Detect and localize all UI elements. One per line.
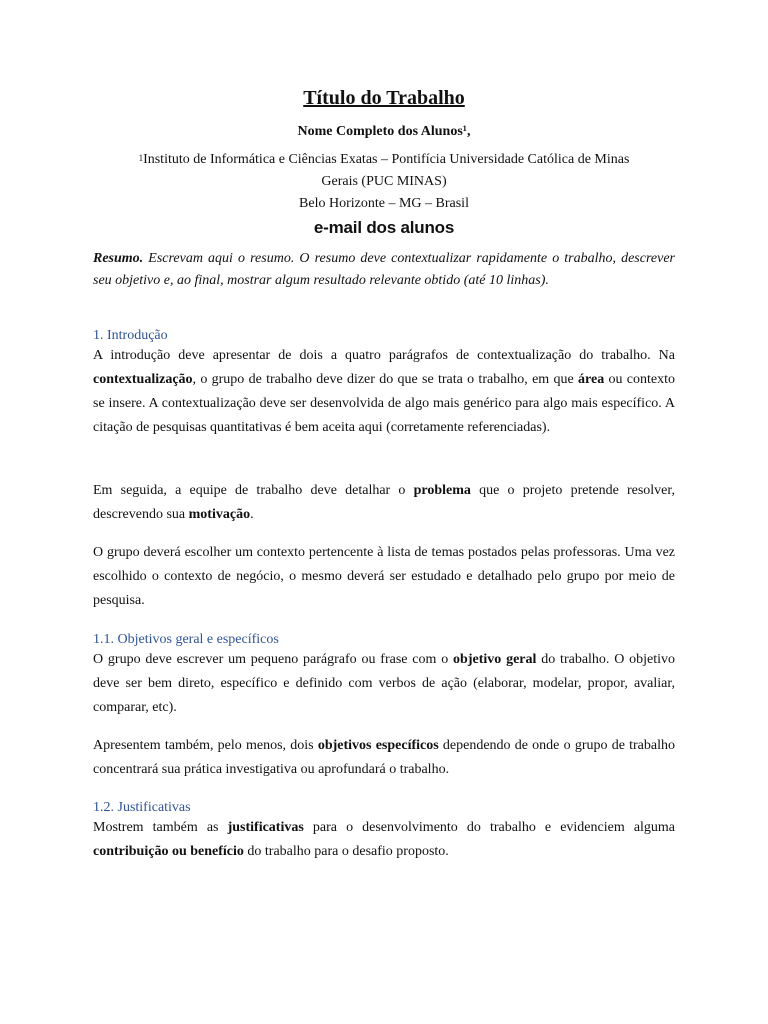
affiliation <box>0 149 768 215</box>
section-heading-justifications: 1.2. Justificativas <box>93 800 191 815</box>
intro-paragraph-3: O grupo deverá escolher um contexto pertencente à lista de temas postados pelas professoras. Uma vez escolhido o contexto de negócio, o mesmo deverá ser estudado e detalhado pelo grupo por meio de pesquisa. <box>93 545 675 608</box>
intro-p2-text-e: . <box>250 507 254 522</box>
section-introduction <box>93 328 675 440</box>
section-heading-introduction: 1. Introdução <box>93 328 168 343</box>
affiliation-text-1: Instituto de Informática e Ciências Exatas – Pontifícia Universidade Católica de Minas <box>143 152 630 167</box>
affiliation-line-1 <box>0 149 768 171</box>
intro-p2-bold-problem: problema <box>413 483 471 498</box>
intro-paragraph-1 <box>93 344 675 440</box>
affiliation-line-3: Belo Horizonte – MG – Brasil <box>299 196 469 211</box>
justifications-p1-text-e: do trabalho para o desafio proposto. <box>247 844 449 859</box>
section-heading-objectives: 1.1. Objetivos geral e específicos <box>93 632 279 647</box>
intro-p1-text-a: A introdução deve apresentar de dois a quatro parágrafos de contextualização do trabalho. Na <box>93 348 675 363</box>
intro-paragraph-2 <box>93 479 675 527</box>
objectives-paragraph-1 <box>93 648 675 720</box>
abstract-label: Resumo. <box>93 251 144 266</box>
section-objectives <box>93 632 675 720</box>
intro-p1-text-e: ou contexto se insere. A contextualização deve ser desenvolvida de algo mais genérico para algo mais específico. A citação de pesquisas quantitativas é bem aceita aqui (corretamente referenciadas). <box>93 372 675 435</box>
abstract <box>93 248 675 292</box>
objectives-p2-text-c: dependendo de onde o grupo de trabalho concentrará sua prática investigativa ou aprofundará o trabalho. <box>93 738 675 777</box>
justifications-p1-text-a: Mostrem também as <box>93 820 219 835</box>
objectives-p2-text-a: Apresentem também, pelo menos, dois <box>93 738 314 753</box>
intro-p1-bold-context: contextualização <box>93 372 193 387</box>
objectives-p1-text-c: do trabalho. O objetivo deve ser bem direto, específico e definido com verbos de ação (elaborar, modelar, propor, avaliar, comparar, etc). <box>93 652 676 715</box>
justifications-p1-text-c: para o desenvolvimento do trabalho e evidenciem alguma <box>312 820 676 835</box>
author-names: Nome Completo dos Alunos¹, <box>297 124 471 139</box>
document-title: Título do Trabalho <box>303 87 465 109</box>
affiliation-superscript: 1 <box>138 153 144 163</box>
justifications-p1-bold: justificativas <box>227 820 304 835</box>
intro-p1-text-c: , o grupo de trabalho deve dizer do que se trata o trabalho, em que <box>192 372 574 387</box>
email-line: e-mail dos alunos <box>313 218 455 237</box>
objectives-paragraph-2 <box>93 734 675 782</box>
affiliation-line-2: Gerais (PUC MINAS) <box>321 174 447 189</box>
intro-p2-text-a: Em seguida, a equipe de trabalho deve detalhar o <box>93 483 406 498</box>
objectives-p2-bold-specific: objetivos específicos <box>317 738 439 753</box>
objectives-p1-bold-general: objetivo geral <box>453 652 537 667</box>
justifications-p1-bold-contribution: contribuição ou benefício <box>93 844 244 859</box>
section-justifications <box>93 800 675 864</box>
justifications-paragraph-1 <box>93 816 675 864</box>
intro-p2-bold-motivation: motivação <box>188 507 251 522</box>
intro-p1-bold-area: área <box>578 372 605 387</box>
objectives-p1-text-a: O grupo deve escrever um pequeno parágrafo ou frase com o <box>93 652 449 667</box>
abstract-text: Escrevam aqui o resumo. O resumo deve contextualizar rapidamente o trabalho, descrever seu objetivo e, ao final, mostrar algum resultado relevante obtido (até 10 linhas). <box>93 251 675 288</box>
intro-p2-text-c: que o projeto pretende resolver, descrevendo sua <box>93 483 676 522</box>
